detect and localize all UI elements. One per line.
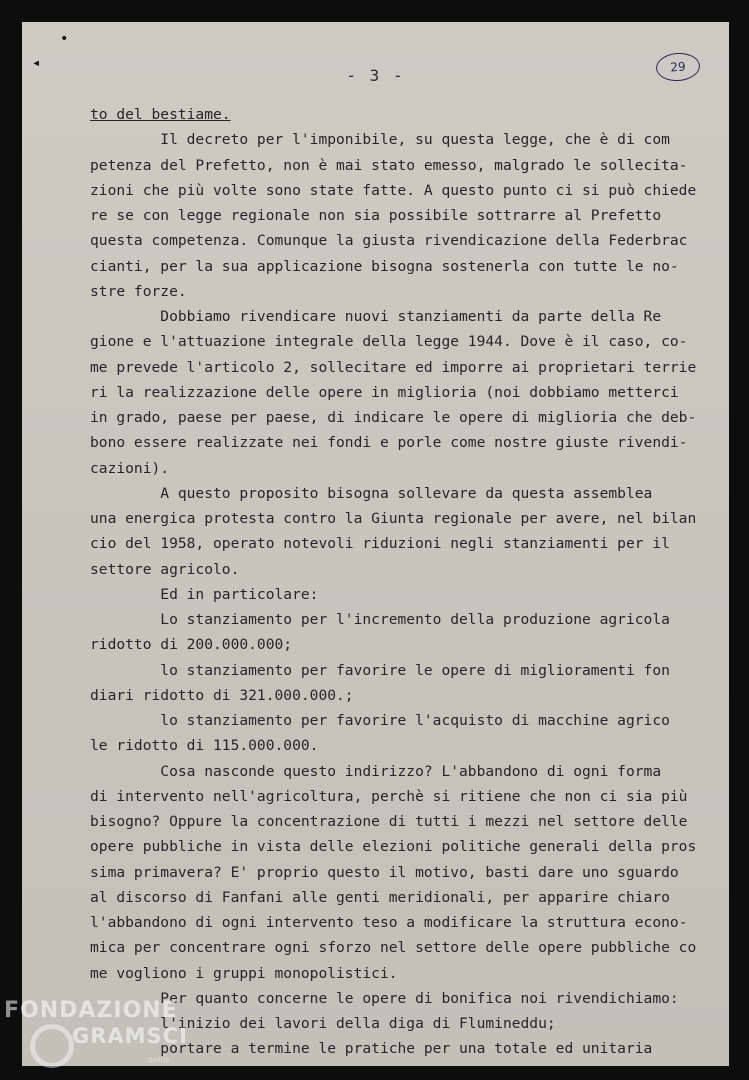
text-line: l'inizio dei lavori della diga di Flumineddu; — [90, 1015, 556, 1032]
text-line: Il decreto per l'imponibile, su questa legge, che è di com — [90, 131, 670, 149]
text-line: petenza del Prefetto, non è mai stato emesso, malgrado le sollecita- — [90, 156, 688, 174]
text-line: gione e l'attuazione integrale della legge 1944. Dove è il caso, co- — [90, 333, 688, 351]
archive-stamp: 29 — [655, 51, 701, 82]
text-line: bisogno? Oppure la concentrazione di tutti i mezzi nel settore delle — [90, 813, 688, 830]
text-line: cianti, per la sua applicazione bisogna sostenerla con tutte le no- — [90, 257, 679, 275]
text-line: cio del 1958, operato notevoli riduzioni negli stanziamenti per il — [90, 535, 670, 553]
text-line: me vogliono i gruppi monopolistici. — [90, 964, 398, 982]
text-line: ri la realizzazione delle opere in miglioria (noi dobbiamo metterci — [90, 383, 679, 401]
text-line: sima primavera? E' proprio questo il motivo, basti dare uno sguardo — [90, 863, 679, 881]
page-number: - 3 - — [346, 66, 405, 85]
text-line: Ed in particolare: — [90, 585, 319, 603]
text-line: stre forze. — [90, 282, 187, 300]
punch-hole-mark: ◂ — [32, 55, 41, 71]
text-line: zioni che più volte sono state fatte. A questo punto ci si può chiede — [90, 181, 697, 199]
document-page — [22, 22, 729, 1066]
text-line: A questo proposito bisogna sollevare da questa assemblea — [90, 484, 653, 502]
watermark-text: FONDAZIONE — [4, 998, 178, 1023]
text-line: lo stanziamento per favorire l'acquisto di macchine agrico — [90, 712, 670, 729]
watermark-logo-icon — [30, 1024, 74, 1068]
text-line: me prevede l'articolo 2, sollecitare ed imporre ai proprietari terrie — [90, 358, 697, 376]
text-line: in grado, paese per paese, di indicare le opere di miglioria che deb- — [90, 409, 697, 426]
text-line: mica per concentrare ogni sforzo nel settore delle opere pubbliche co — [90, 939, 697, 957]
text-line: di intervento nell'agricoltura, perchè si ritiene che non ci sia più — [90, 787, 688, 805]
text-line: Dobbiamo rivendicare nuovi stanziamenti da parte della Re — [90, 308, 662, 325]
text-line: Per quanto concerne le opere di bonifica noi rivendichiamo: — [90, 989, 679, 1007]
text-line: bono essere realizzate nei fondi e porle come nostre giuste rivendi- — [90, 434, 688, 452]
text-line: lo stanziamento per favorire le opere di miglioramenti fon — [90, 661, 670, 679]
typed-text-body — [90, 22, 710, 1066]
text-line: portare a termine le pratiche per una totale ed unitaria — [90, 1040, 653, 1058]
text-line: Lo stanziamento per l'incremento della produzione agricola — [90, 611, 670, 628]
text-line: una energica protesta contro la Giunta regionale per avere, nel bilan — [90, 510, 697, 527]
text-line: Cosa nasconde questo indirizzo? L'abbandono di ogni forma — [90, 762, 662, 780]
text-line: le ridotto di 115.000.000. — [90, 737, 319, 755]
watermark-text: GRAMSCI — [72, 1024, 188, 1048]
text-line: opere pubbliche in vista delle elezioni politiche generali della pros — [90, 838, 697, 856]
text-line: to del bestiame. — [90, 106, 231, 123]
punch-hole-mark: • — [60, 31, 69, 47]
text-line: settore agricolo. — [90, 560, 240, 578]
text-line: cazioni). — [90, 459, 170, 477]
watermark-text: onlus — [148, 1055, 170, 1064]
text-line: re se con legge regionale non sia possibile sottrarre al Prefetto — [90, 207, 662, 224]
text-line: l'abbandono di ogni intervento teso a modificare la struttura econo- — [90, 914, 688, 931]
text-line: al discorso di Fanfani alle genti meridionali, per apparire chiaro — [90, 888, 670, 906]
text-line: ridotto di 200.000.000; — [90, 636, 293, 654]
text-line: questa competenza. Comunque la giusta rivendicazione della Federbrac — [90, 232, 688, 250]
text-line: diari ridotto di 321.000.000.; — [90, 686, 354, 704]
